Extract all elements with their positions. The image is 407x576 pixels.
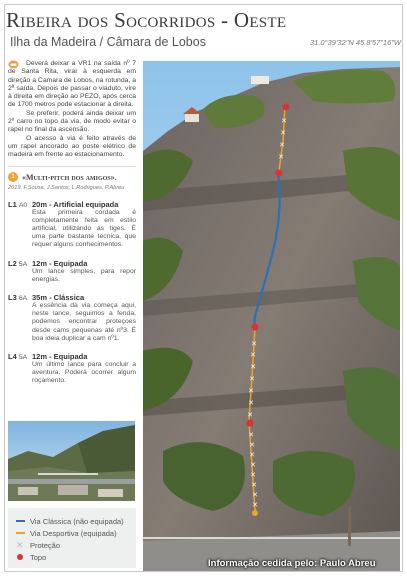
- pitch-heading: 35m - Clássica: [32, 292, 85, 302]
- svg-text:✕: ✕: [249, 441, 255, 449]
- blue-line-icon: [16, 520, 25, 522]
- pitch-heading: 20m - Artificial equipada: [32, 199, 119, 209]
- photo-credit: Informação cedida pelo: Paulo Abreu: [208, 558, 376, 569]
- pitch-item: [8, 200, 136, 250]
- pitch-item: [8, 352, 136, 386]
- svg-text:✕: ✕: [250, 351, 256, 359]
- pitch-description: A essência da via começa aqui, neste lance, seguimos a fenda, podemos encontrar proteçoes desde cams pequenas até nº3. É boa ideia duplicar a cam nº1.: [32, 301, 136, 342]
- pitch-description: Esta primeira cordada é completamente feita em estilo artificial, utilizando as tiges. É uma parte bastante tecnica, que requer alguns conhecimentos.: [32, 208, 136, 249]
- pitch-item: [8, 293, 136, 343]
- pitch-label: L3 6A: [8, 292, 28, 302]
- divider: [8, 166, 136, 167]
- svg-text:✕: ✕: [250, 471, 256, 479]
- pitch-grade: A0: [18, 201, 28, 209]
- page-title: Ribeira dos Socorridos - Oeste: [6, 8, 287, 32]
- pitch-label: L1 A0: [8, 199, 28, 209]
- pitch-description: Um último lance para concluir a aventura. Poderá ocorrer algum roçamento.: [32, 361, 136, 385]
- belay-marker: [276, 170, 283, 177]
- svg-text:✕: ✕: [251, 340, 257, 348]
- info-column: [8, 60, 136, 386]
- route-topo-image: [143, 61, 400, 571]
- legend-box: Via Clássica (não equipada) Via Desportiva (equipada) ✕ Proteção Topo: [8, 508, 136, 568]
- pitch-grade: 5A: [18, 260, 28, 268]
- top-marker: [283, 104, 290, 111]
- car-icon: [8, 60, 19, 69]
- pitch-grade: 5A: [18, 354, 28, 361]
- pitch-description: Um lance simples, para repor energias.: [32, 267, 136, 283]
- route-number-badge: 1: [8, 172, 18, 182]
- svg-text:✕: ✕: [250, 461, 256, 469]
- svg-text:✕: ✕: [252, 491, 258, 499]
- pitch-grade: 6A: [18, 294, 28, 302]
- start-marker: [252, 510, 258, 516]
- svg-text:✕: ✕: [252, 501, 258, 509]
- access-paragraph: Se preferir, poderá ainda deixar um 2º carro no topo da via, de modo evitar o rapel no final da ascensão.: [8, 109, 136, 134]
- svg-text:✕: ✕: [247, 411, 253, 419]
- route-title: [8, 173, 136, 182]
- belay-marker: [252, 324, 259, 331]
- page-subtitle: Ilha da Madeira / Câmara de Lobos: [10, 35, 206, 49]
- pitch-label: L2 5A: [8, 258, 28, 268]
- gps-coordinates: 31.0°39'32"N 45.8'57"16"W: [310, 38, 401, 47]
- location-thumbnail: [8, 421, 135, 501]
- route-name: «Multi-pitch dos amigos».: [22, 172, 117, 182]
- svg-text:✕: ✕: [249, 451, 255, 459]
- pitch-item: [8, 259, 136, 284]
- svg-text:✕: ✕: [248, 387, 254, 395]
- svg-text:✕: ✕: [249, 375, 255, 383]
- access-paragraph: O acesso à via é feito através de um rapel ancorado ao poste elétrico de madeira em frente ao estacionamento.: [8, 134, 136, 159]
- svg-text:✕: ✕: [280, 129, 286, 137]
- access-description: [8, 60, 136, 160]
- svg-text:✕: ✕: [281, 117, 287, 125]
- svg-text:✕: ✕: [248, 431, 254, 439]
- pitch-label: L4 5A: [8, 352, 28, 361]
- svg-text:✕: ✕: [279, 141, 285, 149]
- pitch-heading: 12m - Equipada: [32, 352, 88, 361]
- svg-text:✕: ✕: [248, 399, 254, 407]
- access-paragraph: Deverá deixar a VR1 na saída nº 7 de Santa Rita, virar à esquerda em direção a Camara de Lobos, na rotunda, a 2ª saída. Depois de passar o viaduto, vire à direita em direção ao PEZO, após cerca de 1700 metros pode estacionar à direita.: [8, 60, 136, 109]
- landscape-image: [8, 421, 135, 501]
- cross-icon: ✕: [16, 540, 24, 550]
- belay-marker: [247, 420, 254, 427]
- red-dot-icon: [17, 554, 23, 560]
- cliff-photo: [143, 61, 400, 571]
- svg-text:✕: ✕: [251, 481, 257, 489]
- route-credits: 2019. F.Sousa, J.Santos, L.Rodrigues, P.Abreu: [8, 184, 125, 191]
- pitch-heading: 12m - Equipada: [32, 258, 88, 268]
- svg-text:✕: ✕: [278, 153, 284, 161]
- orange-line-icon: [16, 532, 25, 534]
- svg-text:✕: ✕: [250, 363, 256, 371]
